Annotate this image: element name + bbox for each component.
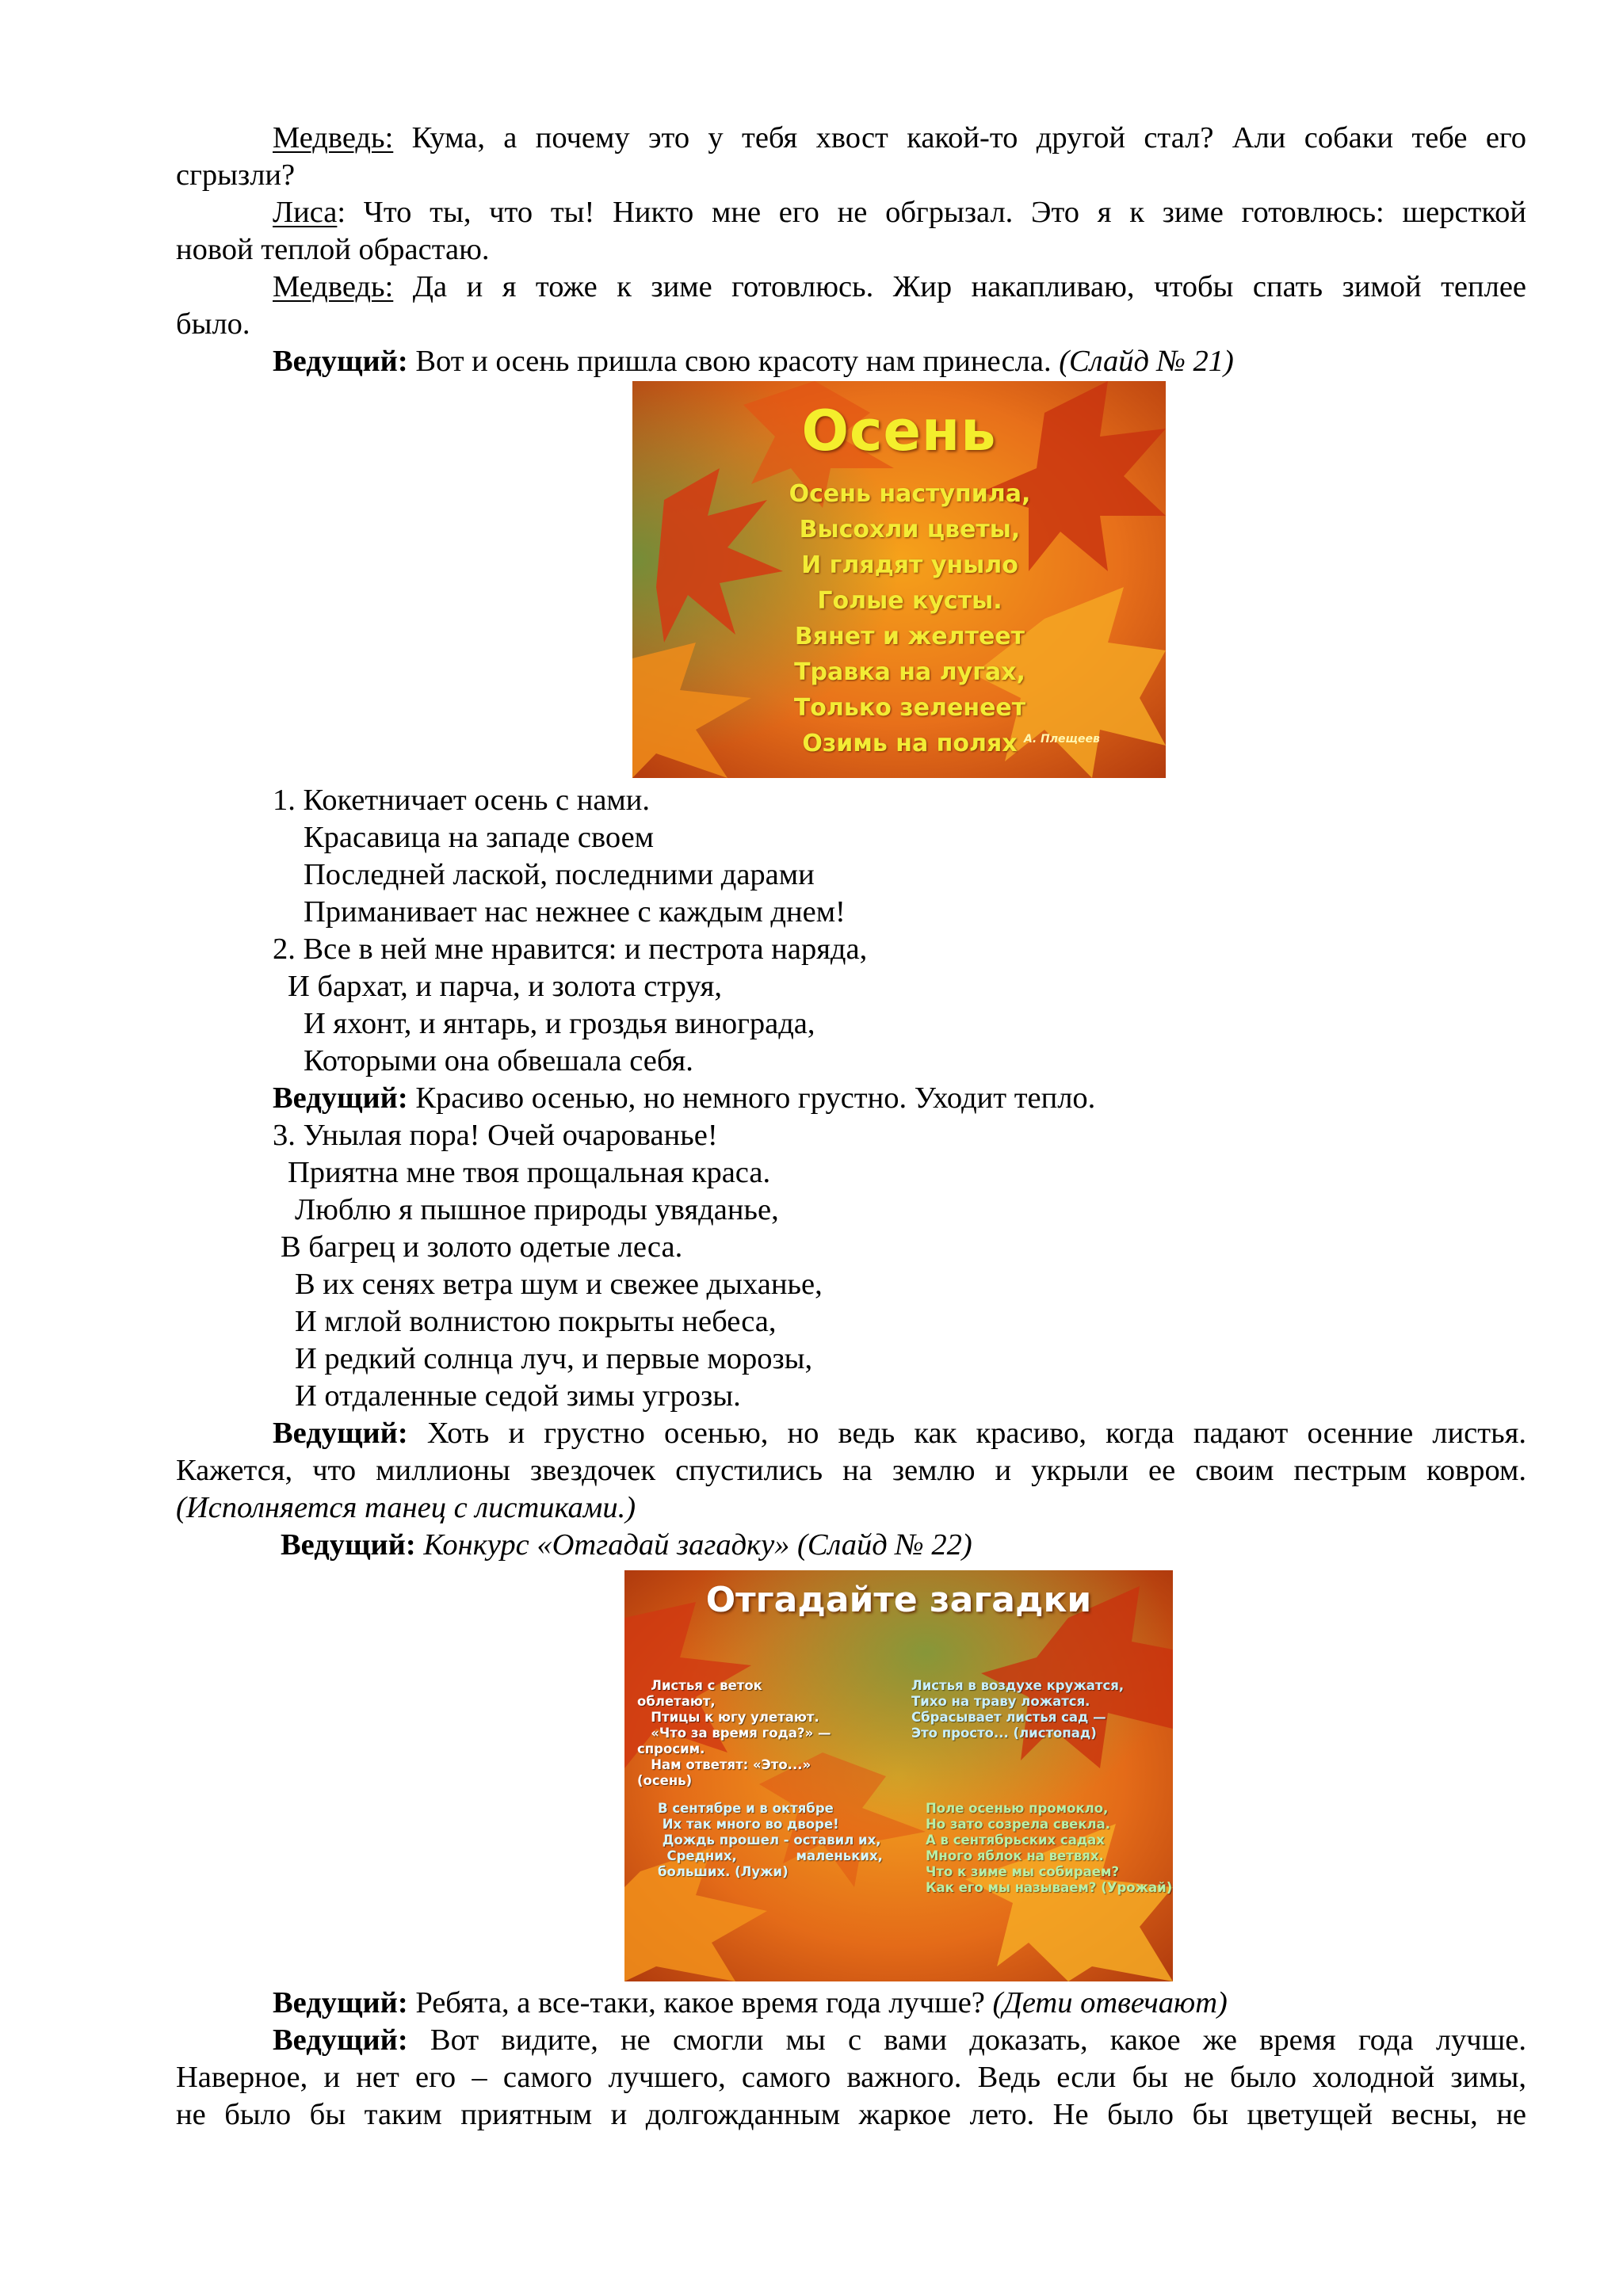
line-text: Приятна мне твоя прощальная краса. <box>288 1156 771 1189</box>
poem-line <box>288 967 1623 1005</box>
riddle-text: Поле осенью промокло, Но зато созрела свекла. А в сентябрьских садах Много яблок на ветвях. Что к зиме мы собираем? Как его мы называем? (Урожай) <box>926 1801 1173 1895</box>
stage-note: (Исполняется танец с листиками.) <box>176 1491 636 1524</box>
line-text: Вот и осень пришла свою красоту нам принесла. <box>407 345 1060 378</box>
poem-verse: Озимь на полях <box>802 730 1018 757</box>
line-text: Кума, а почему это у тебя хвост какой-то другой стал? Али собаки тебе его <box>393 121 1526 154</box>
dialogue-line <box>176 268 1526 306</box>
line-text: В багрец и золото одетые леса. <box>281 1230 683 1264</box>
poem-line <box>295 1265 1623 1303</box>
poem-verse: Высохли цветы, <box>799 516 1021 543</box>
poem-line <box>273 930 1623 968</box>
host-label: Ведущий: <box>281 1528 416 1562</box>
host-label: Ведущий: <box>273 1417 408 1450</box>
line-text: Вот видите, не смогли мы с вами доказать, какое же время года лучше. <box>407 2023 1526 2057</box>
host-line <box>176 342 1526 380</box>
line-text: И бархат, и парча, и золота струя, <box>288 970 722 1003</box>
poem-line <box>295 1191 1623 1229</box>
host-line <box>176 2021 1526 2059</box>
poem-line <box>304 1042 1623 1080</box>
text-line <box>176 1451 1526 1489</box>
line-text: Красиво осенью, но немного грустно. Уходит тепло. <box>407 1081 1096 1115</box>
line-text: новой теплой обрастаю. <box>176 233 490 266</box>
riddle-text: Листья в воздухе кружатся, Тихо на траву ложатся. Сбрасывает листья сад — Это просто... (листопад) <box>911 1678 1125 1741</box>
poem-line <box>304 856 1623 894</box>
poem-line <box>281 1228 1623 1266</box>
poem-line <box>273 1116 1623 1154</box>
poem-line <box>288 1154 1623 1192</box>
line-text: В их сенях ветра шум и свежее дыханье, <box>295 1268 823 1301</box>
poem-verse: Травка на лугах, <box>794 658 1025 686</box>
line-text: 3. Унылая пора! Очей очарованье! <box>273 1119 718 1152</box>
slide-title: Осень <box>801 399 997 463</box>
host-line <box>176 1526 1526 1564</box>
line-text: Красавица на западе своем <box>304 821 655 854</box>
line-text: Хоть и грустно осенью, но ведь как красиво, когда падают осенние листья. <box>407 1417 1526 1450</box>
text-line <box>176 231 1526 269</box>
text-line <box>176 156 1526 194</box>
stage-note: (Дети отвечают) <box>992 1986 1228 2019</box>
line-text: Да и я тоже к зиме готовлюсь. Жир накапливаю, чтобы спать зимой теплее <box>393 270 1526 303</box>
host-label: Ведущий: <box>273 345 408 378</box>
line-text: Которыми она обвешала себя. <box>304 1044 693 1077</box>
host-label: Ведущий: <box>273 2023 408 2057</box>
host-line <box>176 1984 1526 2022</box>
riddle-text: Листья с веток облетают, Птицы к югу улетают. «Что за время года?» — спросим. Нам ответят: «Это...» (осень) <box>637 1678 831 1788</box>
riddle-text: В сентябре и в октябре Их так много во дворе! Дождь прошел - оставил их, Средних, маленьких, больших. (Лужи) <box>658 1801 883 1879</box>
poem-verse: Только зеленеет <box>793 694 1026 722</box>
text-line <box>176 2058 1526 2096</box>
slide-poem <box>767 476 1052 761</box>
line-text: И яхонт, и янтарь, и гроздья винограда, <box>304 1007 815 1040</box>
slide-22-image <box>624 1570 1173 1981</box>
poem-line <box>295 1340 1623 1378</box>
line-text: Наверное, и нет его – самого лучшего, самого важного. Ведь если бы не было холодной зимы, <box>176 2061 1526 2094</box>
poem-line <box>295 1377 1623 1415</box>
speaker-name: Медведь: <box>273 270 394 303</box>
line-text: Ребята, а все-таки, какое время года лучше? <box>407 1986 993 2019</box>
host-line <box>176 1079 1526 1117</box>
poem-verse: И глядят уныло <box>801 551 1018 579</box>
dialogue-line <box>176 119 1526 157</box>
line-text: И мглой волнистою покрыты небеса, <box>295 1305 777 1338</box>
line-text: не было бы таким приятным и долгожданным жаркое лето. Не было бы цветущей весны, не <box>176 2098 1526 2131</box>
speaker-name: Лиса <box>273 196 338 229</box>
stage-note: (Слайд № 21) <box>1059 345 1234 378</box>
line-text: Последней лаской, последними дарами <box>304 858 815 891</box>
poem-verse: Вянет и желтеет <box>794 623 1025 650</box>
poem-line <box>295 1302 1623 1341</box>
poem-line <box>273 781 1623 819</box>
text-line <box>176 2096 1526 2134</box>
poem-line <box>304 893 1623 931</box>
line-text: Кажется, что миллионы звездочек спустились на землю и укрыли ее своим пестрым ковром. <box>176 1454 1526 1487</box>
line-text: : Что ты, что ты! Никто мне его не обгрызал. Это я к зиме готовлюсь: шерсткой <box>337 196 1526 229</box>
line-text: 1. Кокетничает осень с нами. <box>273 784 651 817</box>
line-text: 2. Все в ней мне нравится: и пестрота наряда, <box>273 933 868 966</box>
host-label: Ведущий: <box>273 1081 408 1115</box>
speaker-name: Медведь: <box>273 121 394 154</box>
text-line <box>176 305 1526 343</box>
line-text: И редкий солнца луч, и первые морозы, <box>295 1342 813 1375</box>
line-text: И отдаленные седой зимы угрозы. <box>295 1379 741 1413</box>
line-text: Люблю я пышное природы увяданье, <box>295 1193 779 1226</box>
stage-direction <box>176 1489 1526 1527</box>
line-text: Приманивает нас нежнее с каждым днем! <box>304 895 846 929</box>
host-label: Ведущий: <box>273 1986 408 2019</box>
poem-verse: Голые кусты. <box>817 587 1002 615</box>
poem-line <box>304 1005 1623 1043</box>
poem-line <box>304 818 1623 856</box>
host-line <box>176 1414 1526 1452</box>
dialogue-line <box>176 193 1526 231</box>
stage-note: Конкурс «Отгадай загадку» (Слайд № 22) <box>415 1528 972 1562</box>
poem-verse: Осень наступила, <box>789 480 1031 508</box>
line-text: сгрызли? <box>176 158 296 192</box>
poem-author: А. Плещеев <box>1024 733 1100 746</box>
slide-21-image <box>632 381 1166 778</box>
line-text: было. <box>176 307 250 341</box>
slide-title: Отгадайте загадки <box>705 1580 1092 1620</box>
